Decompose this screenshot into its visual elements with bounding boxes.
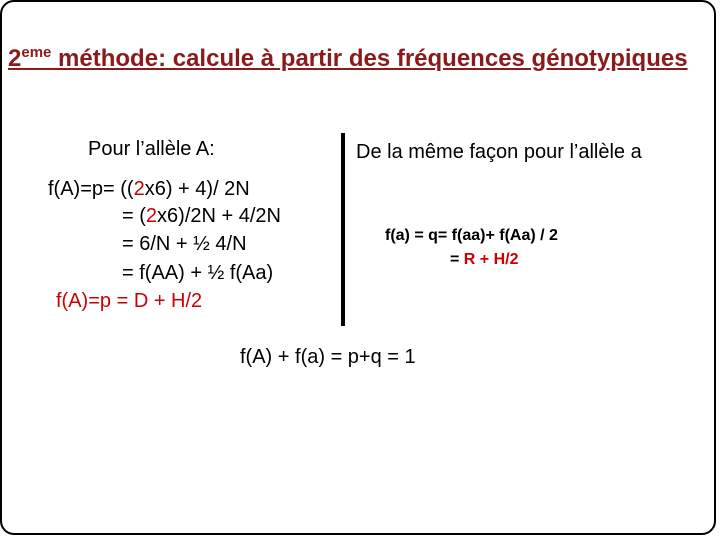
l1-highlight: 2 — [133, 178, 145, 200]
right-formula-line-1: f(a) = q= f(aa)+ f(Aa) / 2 — [385, 227, 558, 244]
title-number: 2 — [8, 45, 22, 72]
vertical-divider — [341, 133, 345, 326]
left-formula-line-4: = f(AA) + ½ f(Aa) — [122, 262, 274, 284]
slide-title — [8, 37, 708, 75]
l2-part-a: = ( — [122, 205, 146, 227]
left-heading: Pour l’allèle A: — [88, 138, 215, 160]
left-formula-line-1 — [48, 179, 250, 199]
right-formula-line-2 — [450, 252, 518, 268]
l2-highlight: 2 — [145, 205, 158, 227]
right-heading: De la même façon pour l’allèle a — [356, 141, 642, 163]
left-formula-line-2 — [122, 206, 281, 226]
sum-equation: f(A) + f(a) = p+q = 1 — [240, 346, 416, 368]
r2-part-a: = — [450, 251, 464, 268]
l1-part-c: x6) + 4)/ 2N — [144, 178, 250, 200]
left-formula-line-3: = 6/N + ½ 4/N — [122, 233, 247, 255]
r2-highlight: R + H/2 — [463, 251, 519, 268]
left-result-line: f(A)=p = D + H/2 — [56, 290, 203, 312]
l2-part-c: x6)/2N + 4/2N — [157, 205, 281, 227]
title-text: méthode: calcule à partir des fréquences génotypiques — [51, 45, 688, 72]
l1-part-a: f(A)=p= (( — [48, 178, 134, 200]
title-superscript: eme — [21, 44, 52, 61]
